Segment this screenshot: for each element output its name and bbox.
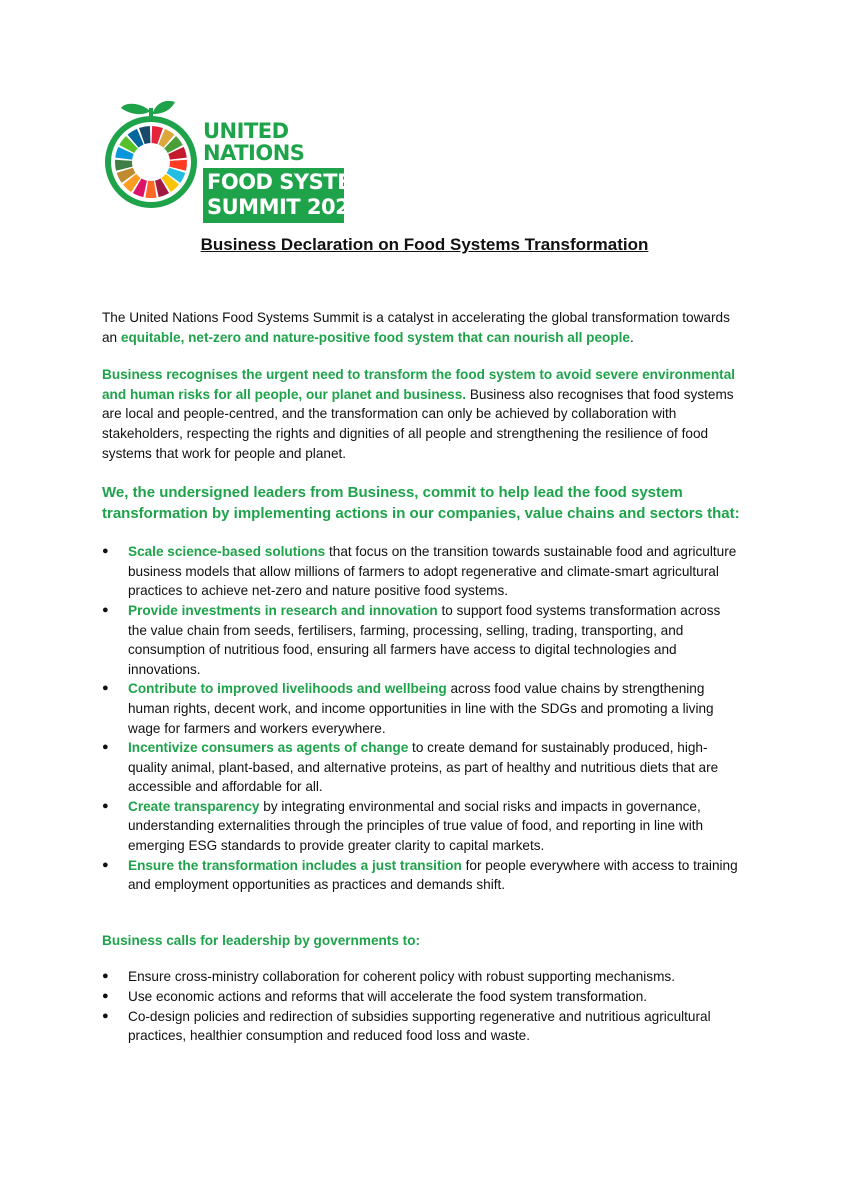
intro-highlight: equitable, net-zero and nature-positive food system that can nourish all people (120, 329, 630, 345)
apple-wheel-icon (103, 100, 203, 215)
logo-line-1: UNITED NATIONS (203, 119, 305, 165)
commit-heading: We, the undersigned leaders from Business, commit to help lead the food system transformation by implementing actions in our companies, value chains and sectors that: (102, 484, 740, 523)
bullet-icon: ● (102, 858, 109, 871)
commitment-text: across food value chains by strengthening human rights, decent work, and income opportunities in line with the SDGs and promoting a living wage for farmers and workers everywhere. (128, 681, 714, 736)
commitment-lead: Contribute to improved livelihoods and wellbeing (128, 681, 447, 697)
commitment-text: to create demand for sustainably produced, high-quality animal, plant-based, and alternative proteins, as part of healthy and nutritious diets that are accessible and affordable for all. (128, 740, 719, 795)
commitment-lead: Scale science-based solutions (128, 544, 326, 560)
recognise-text: Business also recognises that food systems are local and people-centred, and the transformation can only be achieved by collaboration with stakeholders, respecting the rights and dignities of all people and strengthening the resilience of food systems that work for people and planet. (102, 386, 734, 461)
recognise-paragraph (102, 365, 742, 463)
list-item (102, 542, 742, 601)
commitment-text: for people everywhere with access to training and employment opportunities as practices and demands shift. (128, 857, 738, 893)
bullet-icon: ● (102, 741, 109, 754)
commitment-lead: Create transparency (128, 798, 260, 814)
intro-paragraph (102, 308, 742, 347)
commitments-list (102, 542, 742, 895)
logo-line-3: SUMMIT 2021 (207, 195, 364, 219)
government-list (102, 967, 742, 1045)
list-item (102, 1007, 742, 1046)
bullet-icon: ● (102, 970, 109, 983)
intro-end: . (630, 329, 634, 345)
logo-line-2: FOOD SYSTEMS (207, 170, 386, 194)
document-title: Business Declaration on Food Systems Transformation (200, 235, 649, 254)
bullet-icon: ● (102, 545, 109, 558)
list-item (102, 967, 742, 987)
list-item (102, 797, 742, 856)
government-text: Co-design policies and redirection of subsidies supporting regenerative and nutritious agricultural practices, healthier consumption and reduced food loss and waste. (128, 1008, 711, 1044)
bullet-icon: ● (102, 990, 109, 1003)
logo-box (203, 168, 386, 223)
commitment-lead: Incentivize consumers as agents of change (128, 740, 409, 756)
commitment-lead: Provide investments in research and innovation (128, 602, 438, 618)
document-body (102, 308, 742, 1046)
commitment-lead: Ensure the transformation includes a just transition (128, 857, 462, 873)
summit-logo (103, 100, 386, 219)
intro-text: The United Nations Food Systems Summit is a catalyst in accelerating the global transformation towards an (102, 310, 730, 345)
government-text: Ensure cross-ministry collaboration for coherent policy with robust supporting mechanisms. (128, 969, 676, 985)
list-item (102, 679, 742, 738)
list-item (102, 738, 742, 797)
government-text: Use economic actions and reforms that will accelerate the food system transformation. (128, 989, 648, 1005)
bullet-icon: ● (102, 682, 109, 695)
bullet-icon: ● (102, 799, 109, 812)
list-item (102, 856, 742, 895)
commitment-text: to support food systems transformation across the value chain from seeds, fertilisers, farming, processing, selling, trading, transporting, and consumption of nutritious food, ensuring all farmers have access to digital technologies and innovations. (128, 602, 721, 677)
commitment-text: that focus on the transition towards sustainable food and agriculture business models that allow millions of farmers to adopt regenerative and climate-smart agricultural practices to achieve net-zero and nature positive food systems. (128, 544, 737, 599)
recognise-highlight: Business recognises the urgent need to transform the food system to avoid severe environmental and human risks for all people, our planet and business. (102, 367, 736, 402)
commitment-text: by integrating environmental and social risks and impacts in governance, understanding externalities through the principles of true value of food, and reporting in line with emerging ESG standards to provide greater clarity to capital markets. (128, 798, 704, 854)
list-item (102, 987, 742, 1007)
list-item (102, 601, 742, 679)
government-heading: Business calls for leadership by governments to: (102, 932, 421, 948)
bullet-icon: ● (102, 1009, 109, 1022)
bullet-icon: ● (102, 603, 109, 616)
